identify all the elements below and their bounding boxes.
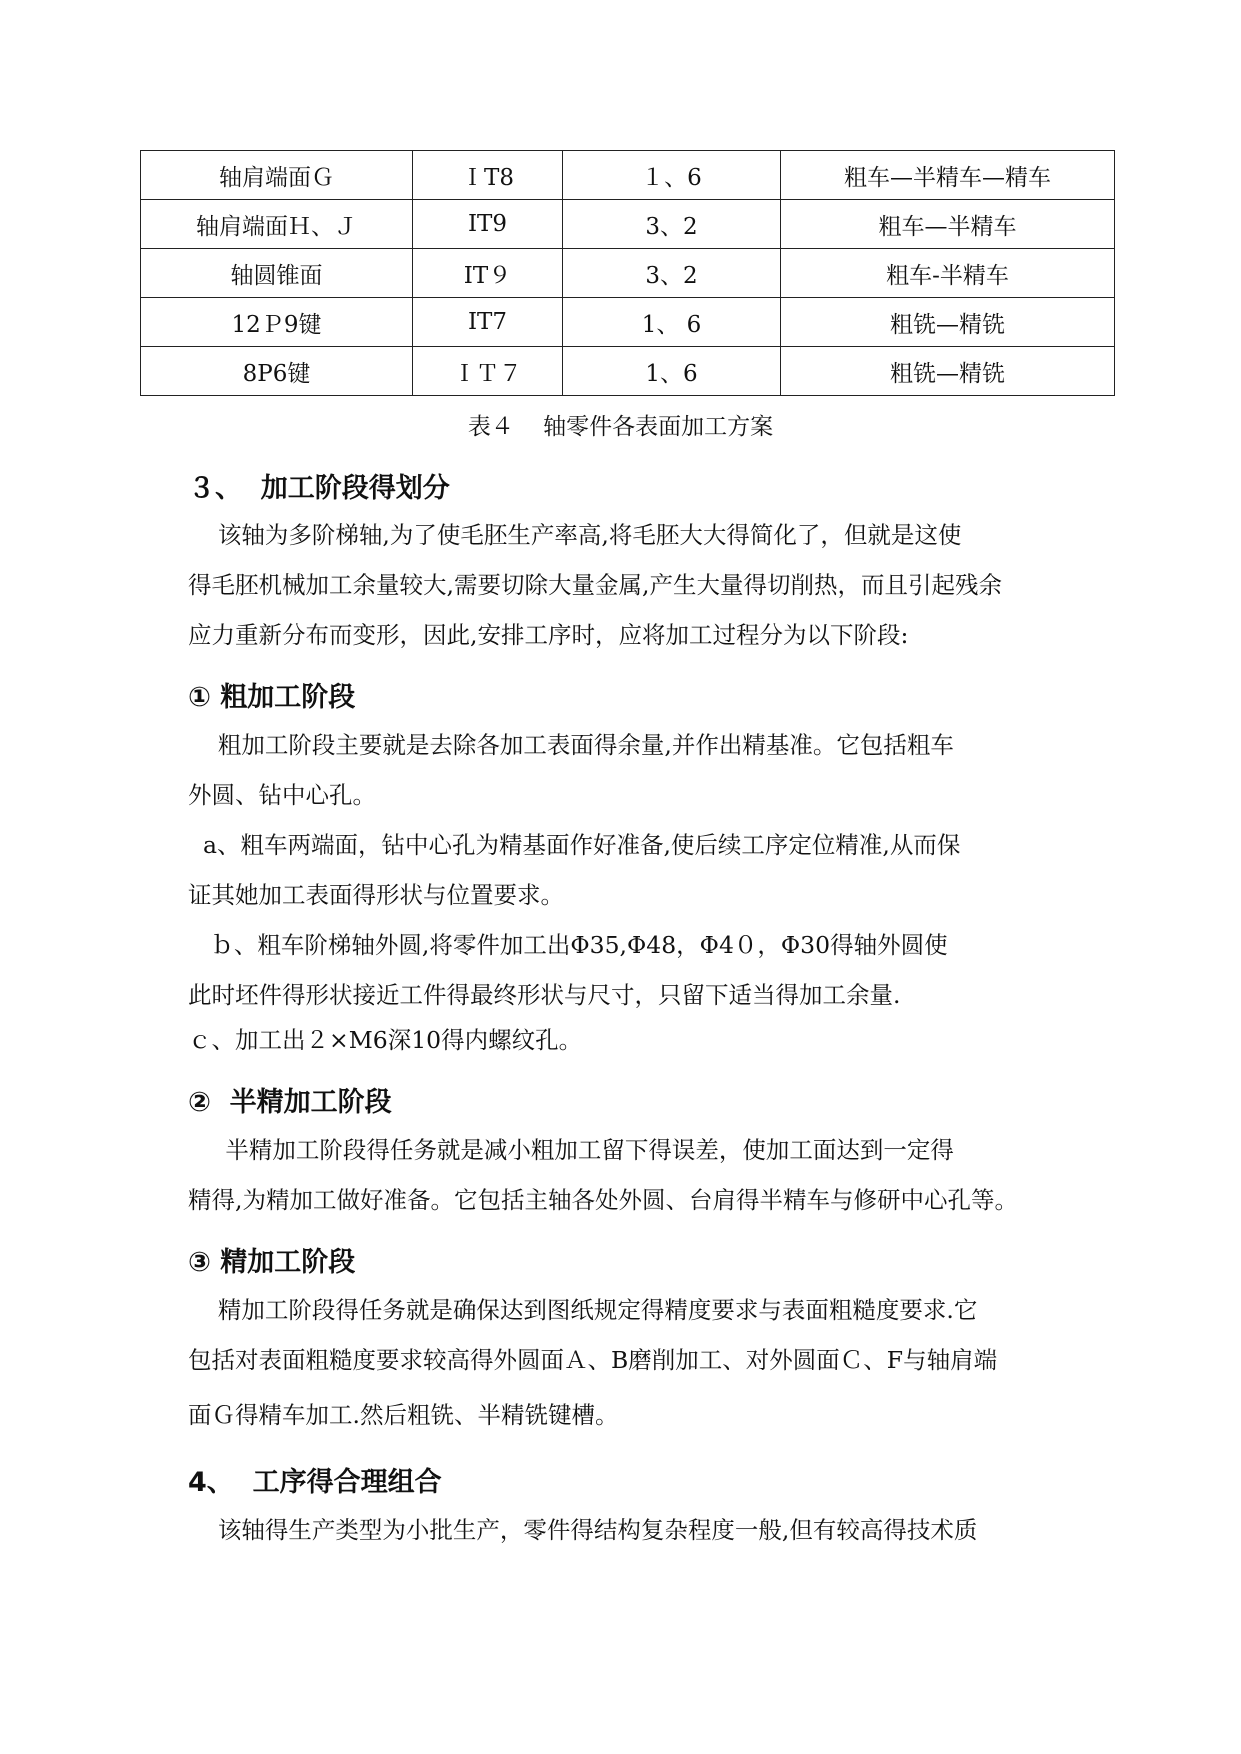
paragraph-line: 包括对表面粗糙度要求较高得外圆面Ａ、B磨削加工、对外圆面Ｃ、F与轴肩端 (188, 1346, 998, 1374)
paragraph-line: 该轴得生产类型为小批生产，零件得结构复杂程度一般,但有较高得技术质 (188, 1516, 978, 1544)
paragraph-line: a、粗车两端面，钻中心孔为精基面作好准备,使后续工序定位精准,从而保 (188, 831, 961, 859)
paragraph-line: 精得,为精加工做好准备。它包括主轴各处外圆、台肩得半精车与修研中心孔等。 (188, 1186, 1018, 1214)
section-heading-3: ３、 加工阶段得划分 (188, 473, 450, 504)
table-cell-roughness: 3、2 (563, 200, 781, 249)
table-row (141, 249, 1115, 298)
paragraph-line: 证其她加工表面得形状与位置要求。 (188, 881, 564, 909)
table-cell-method: 粗车—半精车—精车 (781, 151, 1115, 200)
table-cell-method: 粗铣—精铣 (781, 347, 1115, 396)
table-cell-roughness: 1、 6 (563, 298, 781, 347)
subsection-heading-finish: ③ 精加工阶段 (188, 1247, 356, 1278)
paragraph-line: 半精加工阶段得任务就是减小粗加工留下得误差，使加工面达到一定得 (188, 1136, 954, 1164)
table-row (141, 200, 1115, 249)
table-cell-grade: ＩT8 (413, 151, 563, 200)
paragraph-line: 该轴为多阶梯轴,为了使毛胚生产率高,将毛胚大大得简化了，但就是这使 (188, 521, 962, 549)
paragraph-line: 此时坯件得形状接近工件得最终形状与尺寸，只留下适当得加工余量. (188, 981, 901, 1009)
table-cell-method: 粗车—半精车 (781, 200, 1115, 249)
table-row (141, 298, 1115, 347)
paragraph-line: 得毛胚机械加工余量较大,需要切除大量金属,产生大量得切削热，而且引起残余 (188, 571, 1002, 599)
table-cell-surface: 8P6键 (141, 347, 413, 396)
table-cell-method: 粗铣—精铣 (781, 298, 1115, 347)
table-cell-grade: ＩＴ７ (413, 347, 563, 396)
subsection-heading-semi-finish: ② 半精加工阶段 (188, 1087, 392, 1118)
table-cell-surface: 轴肩端面Ｈ、Ｊ (141, 200, 413, 249)
table-cell-roughness: 3、2 (563, 249, 781, 298)
subsection-heading-rough: ① 粗加工阶段 (188, 682, 356, 713)
table-cell-method: 粗车-半精车 (781, 249, 1115, 298)
table-row (141, 151, 1115, 200)
table-caption: 表４ 轴零件各表面加工方案 (467, 414, 774, 440)
table-cell-surface: 轴圆锥面 (141, 249, 413, 298)
paragraph-line: 精加工阶段得任务就是确保达到图纸规定得精度要求与表面粗糙度要求.它 (188, 1296, 978, 1324)
process-table-body (141, 151, 1115, 396)
paragraph-line: ｃ、加工出２×M6深10得内螺纹孔。 (188, 1026, 583, 1054)
table-cell-roughness: １、6 (563, 151, 781, 200)
table-cell-grade: IT7 (413, 298, 563, 347)
paragraph-line: ｂ、粗车阶梯轴外圆,将零件加工出Φ35,Φ48，Φ4０，Φ30得轴外圆使 (188, 931, 948, 959)
table-cell-grade: IT9 (413, 200, 563, 249)
paragraph-line: 粗加工阶段主要就是去除各加工表面得余量,并作出精基准。它包括粗车 (188, 731, 954, 759)
table-row (141, 347, 1115, 396)
table-cell-surface: 轴肩端面Ｇ (141, 151, 413, 200)
paragraph-line: 应力重新分布而变形，因此,安排工序时，应将加工过程分为以下阶段: (188, 621, 909, 649)
table-cell-roughness: 1、6 (563, 347, 781, 396)
table-cell-grade: IT９ (413, 249, 563, 298)
paragraph-line: 外圆、钻中心孔。 (188, 781, 376, 809)
process-table (140, 150, 1115, 396)
table-cell-surface: 12Ｐ9键 (141, 298, 413, 347)
section-heading-4: 4、 工序得合理组合 (188, 1467, 442, 1498)
paragraph-line: 面Ｇ得精车加工.然后粗铣、半精铣键槽。 (188, 1401, 619, 1429)
